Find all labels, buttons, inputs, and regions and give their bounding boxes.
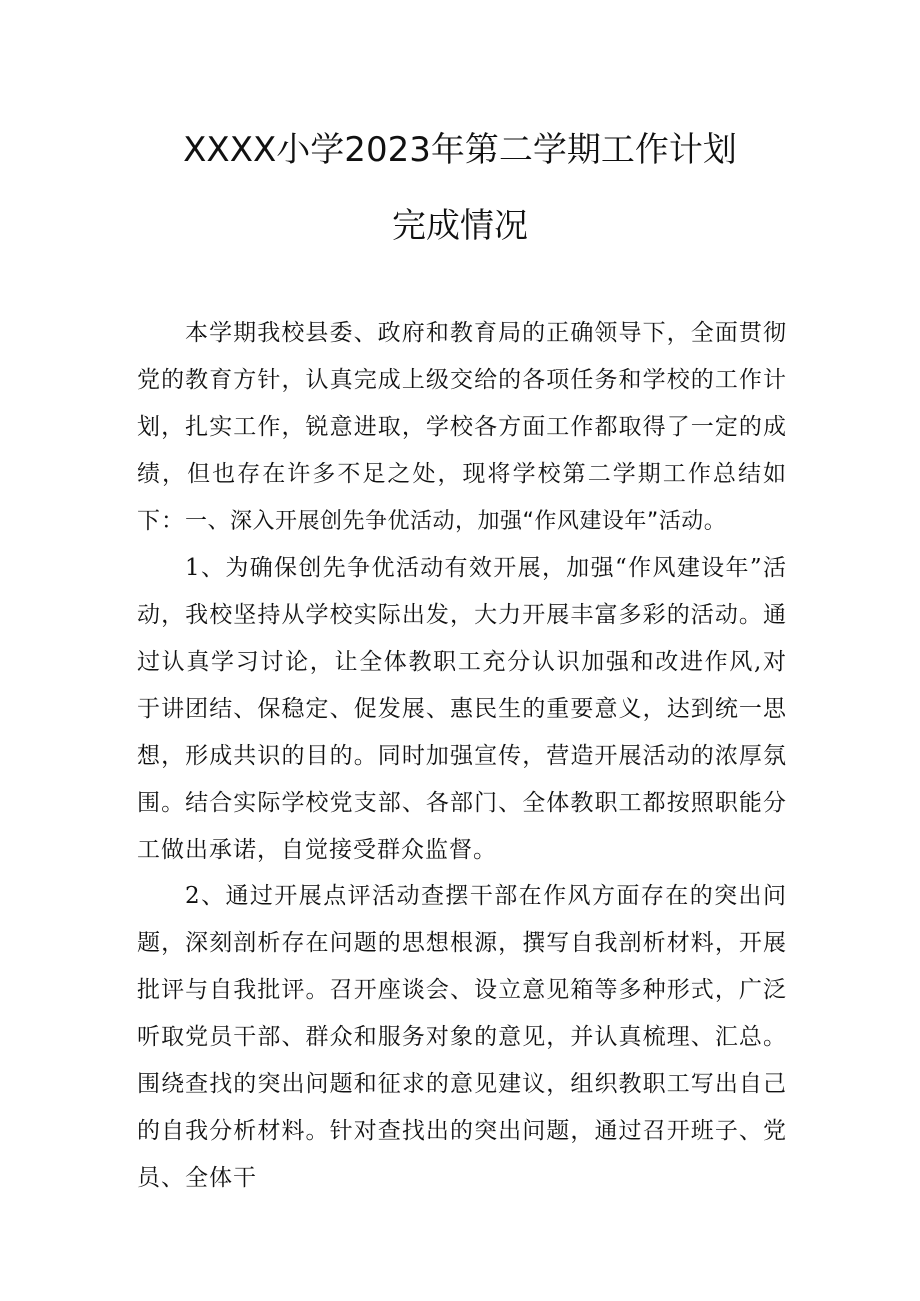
intro-paragraph: 本学期我校县委、政府和教育局的正确领导下，全面贯彻党的教育方针，认真完成上级交给的各项任务和学校的工作计划，扎实工作，锐意进取，学校各方面工作都取得了一定的成绩，但也存在许多不足之处，现将学校第二学期工作总结如下： bbox=[137, 320, 787, 534]
section-heading-block bbox=[137, 498, 787, 545]
section-heading-1: 一、深入开展创先争优活动，加强“作风建设年”活动。 bbox=[185, 509, 727, 534]
item-1-block bbox=[137, 545, 787, 874]
document-title-line-2: 完成情况 bbox=[392, 206, 528, 246]
item-2-block bbox=[137, 873, 787, 1202]
item-2-paragraph: 2、通过开展点评活动查摆干部在作风方面存在的突出问题，深刻剖析存在问题的思想根源，撰写自我剖析材料，开展批评与自我批评。召开座谈会、设立意见箱等多种形式，广泛听取党员干部、群众和服务对象的意见，并认真梳理、汇总。围绕查找的突出问题和征求的意见建议，组织教职工写出自己的自我分析材料。针对查找出的突出问题，通过召开班子、党员、全体干 bbox=[137, 883, 787, 1191]
document-title-line-1: XXXX小学2023年第二学期工作计划 bbox=[183, 130, 737, 170]
item-1-paragraph: 1、为确保创先争优活动有效开展，加强“作风建设年”活动，我校坚持从学校实际出发，大力开展丰富多彩的活动。通过认真学习讨论，让全体教职工充分认识加强和改进作风,对于讲团结、保稳定、促发展、惠民生的重要意义，达到统一思想，形成共识的目的。同时加强宣传，营造开展活动的浓厚氛围。结合实际学校党支部、各部门、全体教职工都按照职能分工做出承诺，自觉接受群众监督。 bbox=[137, 555, 787, 863]
